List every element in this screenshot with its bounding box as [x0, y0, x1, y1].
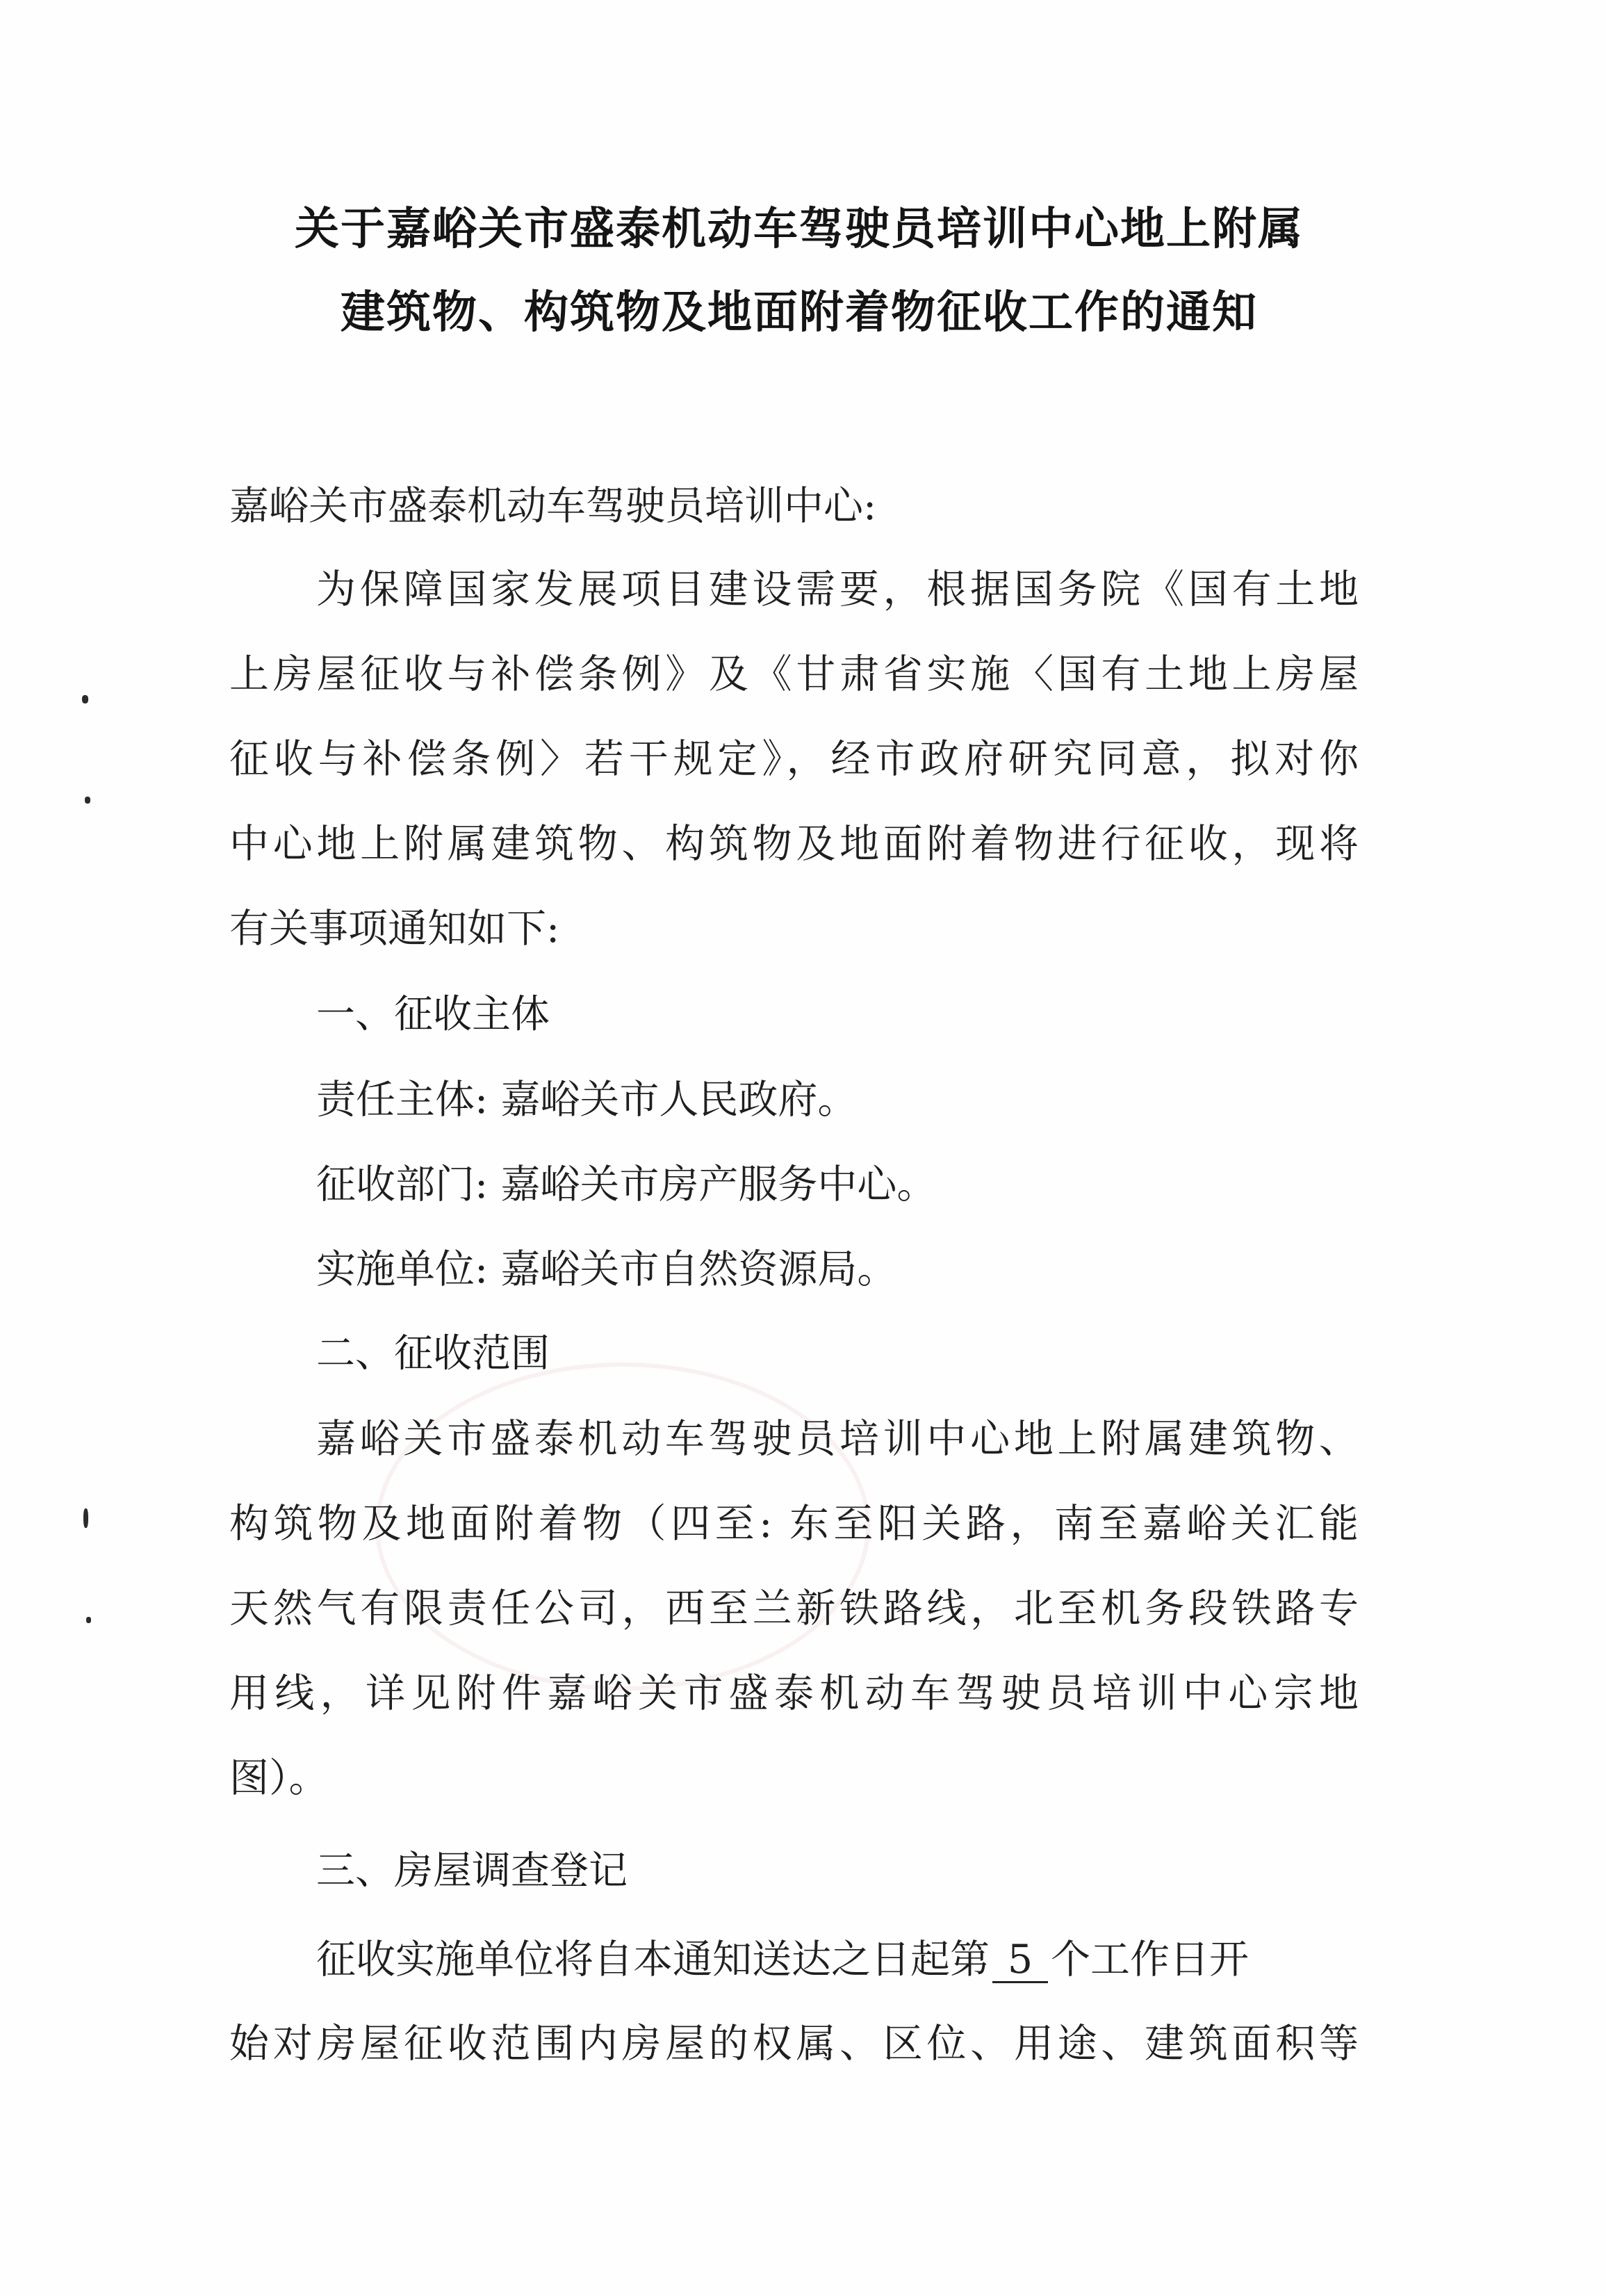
intro-line-3: 征收与补偿条例〉若干规定》，经市政府研究同意，拟对你: [229, 736, 1359, 782]
scan-speck: [83, 1508, 88, 1528]
intro-line-2: 上房屋征收与补偿条例》及《甘肃省实施〈国有土地上房屋: [229, 651, 1359, 697]
scan-speck: [82, 695, 88, 703]
section-2-line-3: 天然气有限责任公司，西至兰新铁路线，北至机务段铁路专: [229, 1586, 1359, 1631]
document-title-line-2: 建筑物、构筑物及地面附着物征收工作的通知: [341, 287, 1258, 339]
section-1-heading: 一、征收主体: [316, 992, 550, 1037]
intro-line-5: 有关事项通知如下:: [229, 906, 560, 952]
intro-line-4: 中心地上附属建筑物、构筑物及地面附着物进行征收，现将: [229, 821, 1359, 867]
section-3-line-1: [316, 1939, 1359, 1983]
intro-line-1: 为保障国家发展项目建设需要，根据国务院《国有土地: [316, 567, 1359, 612]
section-3-heading: 三、房屋调查登记: [316, 1848, 628, 1894]
document-title-line-1: 关于嘉峪关市盛泰机动车驾驶员培训中心地上附属: [295, 204, 1304, 255]
section-3-line-1-after: 个工作日开: [1051, 1937, 1249, 1982]
section-3-line-1-before: 征收实施单位将自本通知送达之日起第: [316, 1937, 990, 1982]
section-3-line-2: 始对房屋征收范围内房屋的权属、区位、用途、建筑面积等: [229, 2021, 1359, 2067]
section-2-heading: 二、征收范围: [316, 1331, 550, 1376]
section-2-line-1: 嘉峪关市盛泰机动车驾驶员培训中心地上附属建筑物、: [316, 1416, 1359, 1462]
working-day-blank: 5: [992, 1939, 1048, 1983]
section-2-line-4: 用线，详见附件嘉峪关市盛泰机动车驾驶员培训中心宗地: [229, 1670, 1359, 1716]
scan-speck: [85, 797, 90, 804]
section-1-item-implementer: 实施单位: 嘉峪关市自然资源局。: [316, 1246, 897, 1292]
scan-speck: [86, 1617, 91, 1623]
section-2-line-2: 构筑物及地面附着物（四至: 东至阳关路，南至嘉峪关汇能: [229, 1501, 1359, 1547]
addressee: 嘉峪关市盛泰机动车驾驶员培训中心:: [229, 483, 877, 529]
section-1-item-responsible: 责任主体: 嘉峪关市人民政府。: [316, 1077, 858, 1123]
section-2-line-5: 图）。: [229, 1755, 329, 1801]
section-1-item-department: 征收部门: 嘉峪关市房产服务中心。: [316, 1162, 937, 1207]
